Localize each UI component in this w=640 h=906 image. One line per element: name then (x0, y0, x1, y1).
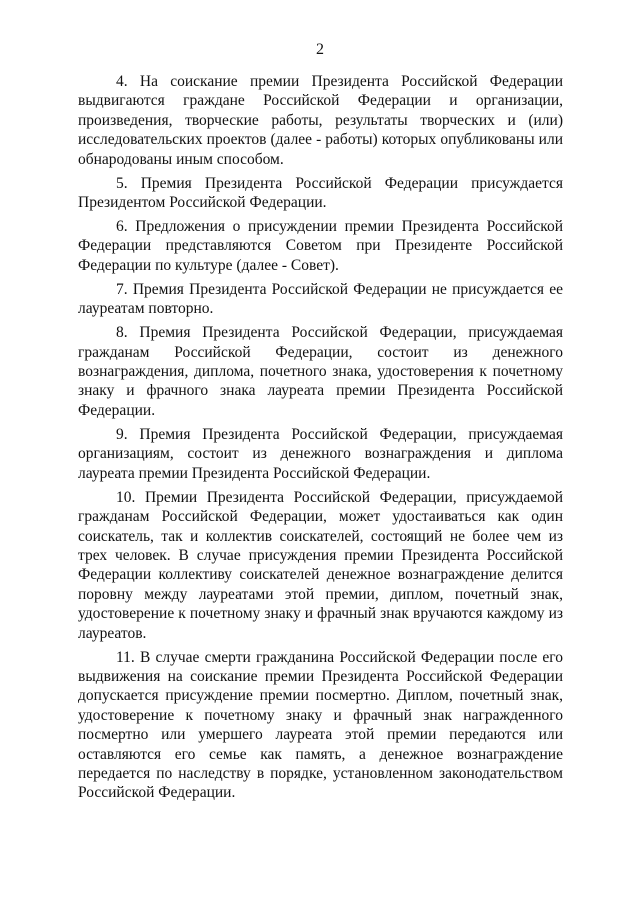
paragraph-7: 7. Премия Президента Российской Федерации не присуждается ее лауреатам повторно. (78, 280, 563, 318)
page-number: 2 (316, 41, 324, 58)
paragraph-8: 8. Премия Президента Российской Федерации, присуждаемая гражданам Российской Федерации, состоит из денежного вознаграждения, диплома, почетного знака, удостоверения к почетному знаку и фрачного знака лауреата премии Президента Российской Федерации. (78, 324, 563, 419)
document-body (78, 72, 563, 807)
paragraph-10: 10. Премии Президента Российской Федерации, присуждаемой гражданам Российской Федерации, может удостаиваться как один соискатель, так и коллектив соискателей, состоящий не более чем из трех человек. В случае присуждения премии Президента Российской Федерации коллективу соискателей денежное вознаграждение делится поровну между лауреатами этой премии, диплом, почетный знак, удостоверение к почетному знаку и фрачный знак вручаются каждому из лауреатов. (78, 488, 563, 642)
paragraph-11: 11. В случае смерти гражданина Российской Федерации после его выдвижения на соискание премии Президента Российской Федерации допускается присуждение премии посмертно. Диплом, почетный знак, удостоверение к почетному знаку и фрачный знак награжденного посмертно или умершего лауреата этой премии передаются или оставляются его семье как память, а денежное вознаграждение передается по наследству в порядке, установленном законодательством Российской Федерации. (78, 648, 563, 802)
paragraph-6: 6. Предложения о присуждении премии Президента Российской Федерации представляются Советом при Президенте Российской Федерации по культуре (далее - Совет). (78, 218, 563, 274)
paragraph-4: 4. На соискание премии Президента Российской Федерации выдвигаются граждане Российской Федерации и организации, произведения, творческие работы, результаты творческих и (или) исследовательских проектов (далее - работы) которых опубликованы или обнародованы иным способом. (78, 73, 563, 168)
paragraph-5: 5. Премия Президента Российской Федерации присуждается Президентом Российской Федерации. (78, 174, 563, 212)
paragraph-9: 9. Премия Президента Российской Федерации, присуждаемая организациям, состоит из денежного вознаграждения и диплома лауреата премии Президента Российской Федерации. (78, 425, 563, 482)
